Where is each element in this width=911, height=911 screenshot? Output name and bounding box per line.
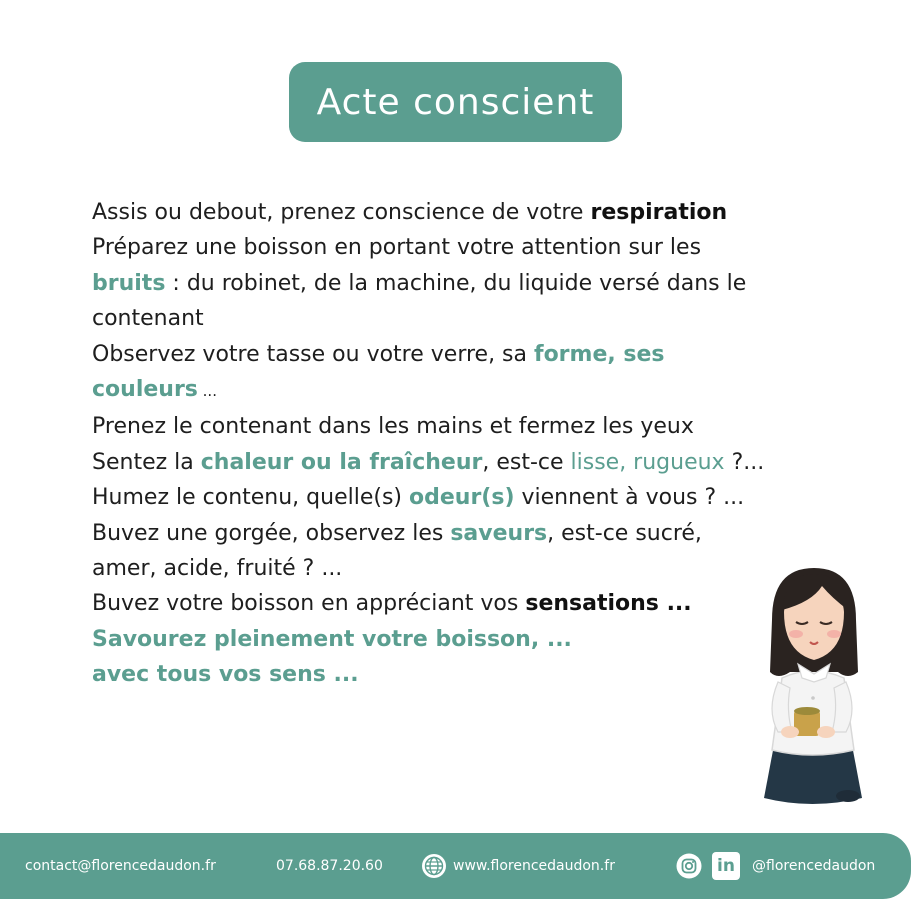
instagram-icon[interactable] [676, 853, 702, 879]
line-14 [92, 657, 832, 692]
woman-drinking-illustration [752, 560, 872, 810]
website-text[interactable]: www.florencedaudon.fr [453, 858, 615, 874]
text-run: Préparez une boisson en portant votre attention sur les [92, 235, 702, 261]
phone-text[interactable]: 07.68.87.20.60 [276, 858, 383, 874]
globe-icon [421, 853, 447, 879]
text-run: Sentez la [92, 449, 201, 475]
footer-bar [0, 833, 911, 899]
line-10 [92, 516, 832, 551]
text-highlight: couleurs [92, 377, 198, 403]
line-5 [92, 337, 832, 372]
footer-email[interactable] [25, 833, 216, 899]
line-13 [92, 622, 832, 657]
text-run: , est-ce [482, 449, 571, 475]
text-run: contenant [92, 306, 204, 332]
line-4 [92, 301, 832, 336]
text-run: Buvez une gorgée, observez les [92, 520, 451, 546]
line-2 [92, 230, 832, 265]
footer-phone[interactable] [276, 833, 383, 899]
text-run: amer, acide, fruité ? ... [92, 556, 343, 582]
line-11 [92, 551, 832, 586]
text-run: , est-ce sucré, [547, 520, 702, 546]
text-run: ... [197, 382, 217, 401]
text-highlight: saveurs [450, 520, 548, 546]
line-9 [92, 480, 832, 515]
footer-social [676, 833, 875, 899]
line-7 [92, 409, 832, 444]
social-handle[interactable]: @florencedaudon [752, 858, 876, 874]
text-run: Humez le contenu, quelle(s) [92, 485, 409, 511]
text-run: Assis ou debout, prenez conscience de votre [92, 200, 591, 225]
text-run: ?... [724, 449, 765, 475]
instructions-text [92, 195, 832, 693]
line-12 [92, 586, 832, 621]
line-3 [92, 266, 832, 301]
page-title: Acte conscient [316, 81, 595, 123]
text-run: Buvez votre boisson en appréciant vos [92, 591, 526, 617]
text-run: viennent à vous ? ... [514, 485, 745, 511]
text-highlight: odeur(s) [409, 485, 515, 511]
text-highlight: forme, ses [534, 341, 665, 367]
email-text[interactable]: contact@florencedaudon.fr [25, 858, 216, 874]
line-6 [92, 372, 832, 409]
text-run: : du robinet, de la machine, du liquide versé dans le [165, 270, 747, 296]
text-highlight: bruits [92, 270, 166, 296]
linkedin-icon[interactable]: in [712, 852, 740, 880]
text-run: Observez votre tasse ou votre verre, sa [92, 341, 534, 367]
text-light-highlight: lisse, rugueux [570, 449, 725, 475]
text-bold: respiration [590, 200, 728, 225]
text-highlight: avec tous vos sens ... [92, 662, 359, 688]
text-highlight: Savourez pleinement votre boisson, ... [92, 626, 572, 652]
text-highlight: chaleur ou la fraîcheur [200, 449, 483, 475]
text-bold: sensations ... [525, 591, 692, 617]
text-run: Prenez le contenant dans les mains et fermez les yeux [92, 414, 694, 440]
line-1 [92, 195, 832, 230]
line-8 [92, 445, 832, 480]
title-banner [289, 62, 622, 142]
footer-website[interactable] [421, 833, 615, 899]
